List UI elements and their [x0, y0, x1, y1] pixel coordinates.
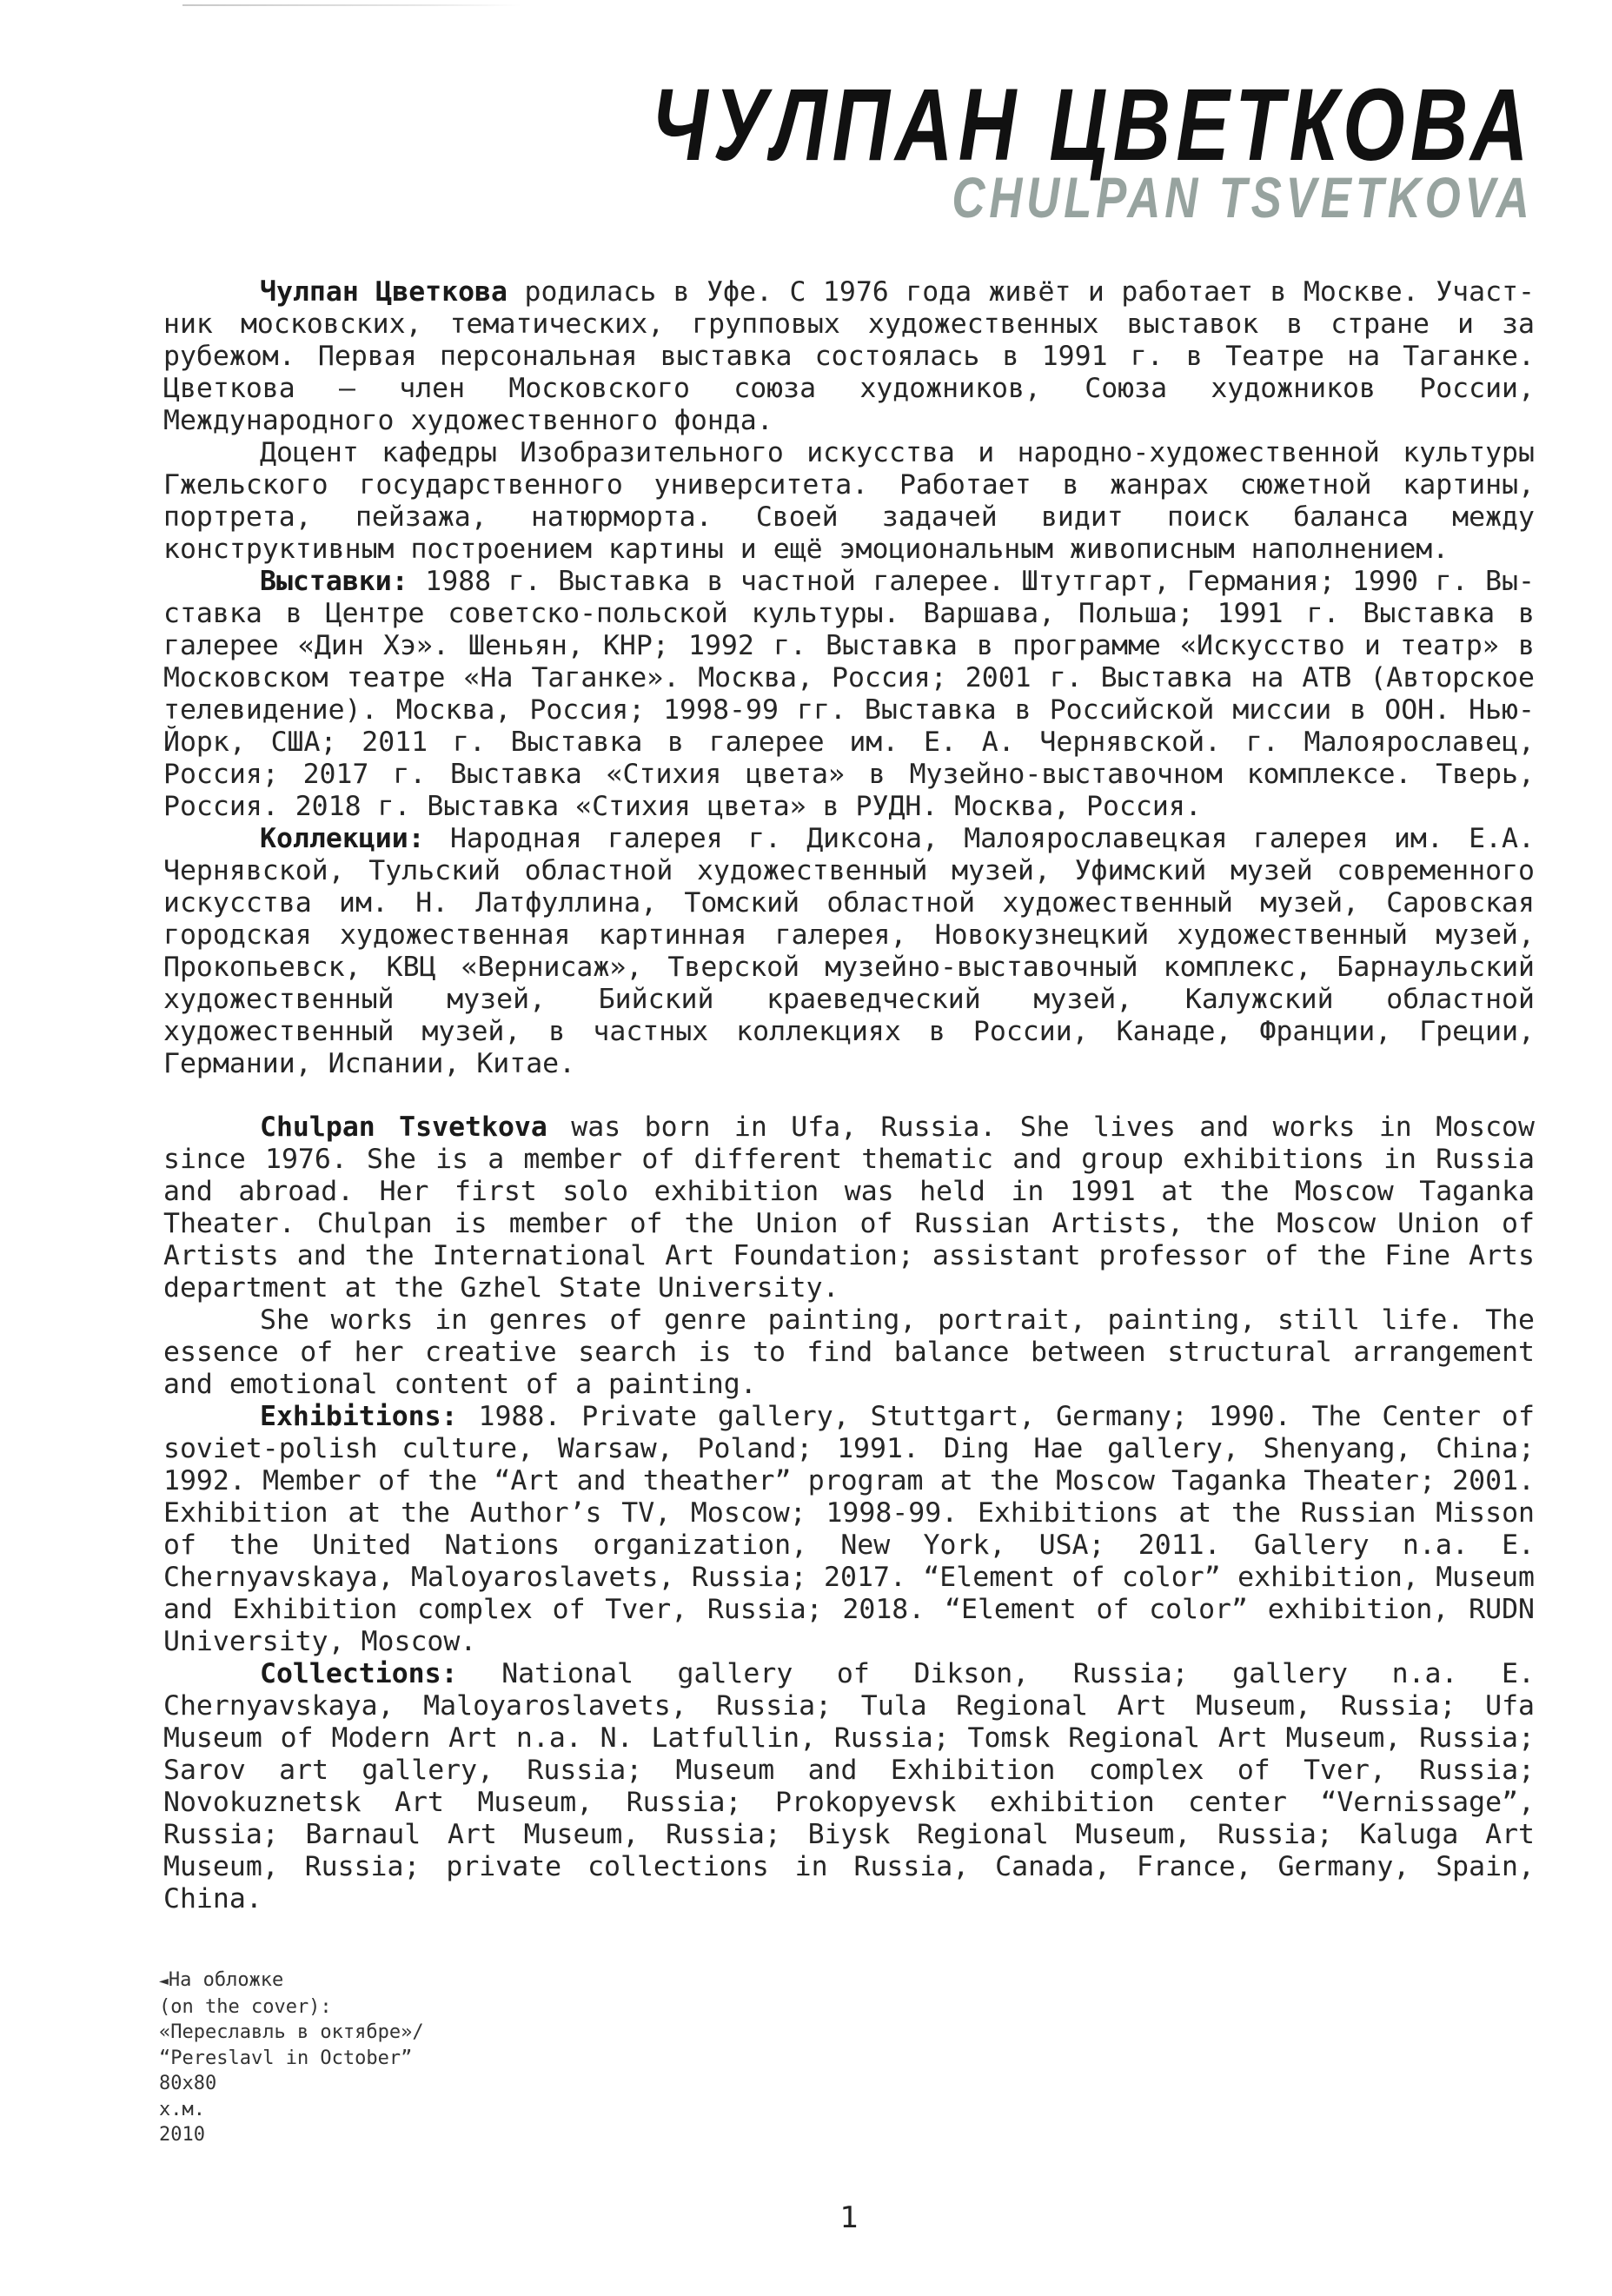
bio-en-about: She works in genres of genre painting, portrait, painting, still life. The essence of her creative search is to find balance between structural arrangement and emotional content of a painting. — [163, 1304, 1535, 1400]
cover-caption-title-ru: «Переславль в октябре»/ — [159, 2021, 424, 2043]
spacer — [163, 2148, 1536, 2183]
bio-en-intro-text: was born in Ufa, Russia. She lives and works in Moscow since 1976. She is a member of different thematic and group exhibitions in Russia and abroad. Her first solo exhibition was held in 1991 at the Moscow Taganka Theater. Chulpan is member of the Union of Russian Artists, the Moscow Union of Artists and the International Art Foundation; assistant professor of the Fine Arts department at the Gzhel State University. — [163, 1112, 1535, 1304]
cover-caption-title-en: “Pereslavl in October” — [159, 2047, 413, 2069]
bio-ru-collections — [163, 823, 1535, 1080]
bio-ru-exhibitions-label: Выставки: — [260, 566, 408, 597]
artist-name-ru: ЧУЛПАН ЦВЕТКОВА — [651, 68, 1534, 182]
bio-ru-collections-label: Коллекции: — [260, 823, 425, 854]
bio-en-exhibitions — [163, 1401, 1535, 1658]
cover-caption-label-ru-line — [159, 1968, 1536, 1994]
cover-caption-medium: х.м. — [159, 2098, 205, 2120]
biography-ru — [163, 276, 1535, 1080]
bio-ru-collections-text: Народная галерея г. Диксона, Малоярославецкая галерея им. Е.А. Чернявской, Тульский областной художественный музей, Уфимский музей современного искусства им. Н. Латфуллина, Томский областной художественный музей, Саровская городская художественная картинная галерея, Новокузнецкий художественный музей, Прокопьевск, КВЦ «Вернисаж», Тверской музейно-выставочный комплекс, Барнаульский художественный музей, Бийский краеведческий музей, Калужский областной художественный музей, в частных коллекциях в России, Канаде, Франции, Греции, Германии, Испании, Китае. — [163, 823, 1535, 1079]
cover-caption-size: 80x80 — [159, 2073, 217, 2094]
artist-name-en: CHULPAN TSVETKOVA — [952, 165, 1534, 229]
bio-ru-exhibitions-text: 1988 г. Выставка в частной галерее. Штутгарт, Германия; 1990 г. Выставка в Центре советско-польской культуры. Варшава, Польша; 1991 г. Выставка в галерее «Дин Хэ». Шеньян, КНР; 1992 г. Выставка в программе «Искусство и театр» в Московском театре «На Таганке». Москва, Россия; 2001 г. Выставка на АТВ (Авторское телевидение). Москва, Россия; 1998-99 гг. Выставка в Российской миссии в ООН. Нью-Йорк, США; 2011 г. Выставка в галерее им. Е. А. Чернявской. г. Малоярославец, Россия; 2017 г. Выставка «Стихия цвета» в Музейно-выставочном комплексе. Тверь, Россия. 2018 г. Выставка «Стихия цвета» в РУДН. Москва, Россия. — [163, 566, 1535, 822]
biography-en — [163, 1112, 1535, 1915]
cover-caption-year: 2010 — [159, 2124, 205, 2146]
bio-ru-about: Доцент кафедры Изобразительного искусства и народно-художественной культуры Гжельского государственного университета. Работает в жанрах сюжетной картины, портрета, пейзажа, натюрморта. Своей задачей видит поиск баланса между конструктивным построением картины и ещё эмоциональным живописным наполнением. — [163, 437, 1535, 565]
bio-ru-name: Чулпан Цветкова — [260, 276, 507, 308]
bio-en-collections-label: Collections: — [260, 1658, 458, 1689]
bio-ru-intro-text: родилась в Уфе. С 1976 года живёт и работает в Москве. Участник московских, тематических, групповых художественных выставок в стране и за рубежом. Первая персональная выставка состоялась в 1991 г. в Театре на Таганке. Цветкова – член Московского союза художников, Союза художников России, Международного художественного фонда. — [163, 276, 1535, 436]
left-arrow-icon: ◄ — [159, 1972, 169, 1990]
cover-caption-label-ru: На обложке — [168, 1969, 284, 1991]
cover-caption — [159, 1968, 1536, 2148]
masthead — [163, 68, 1534, 229]
bio-en-exhibitions-label: Exhibitions: — [260, 1401, 458, 1432]
bio-en-name: Chulpan Tsvetkova — [260, 1112, 547, 1143]
bio-en-intro — [163, 1112, 1535, 1304]
bio-en-collections-text: National gallery of Dikson, Russia; gallery n.a. E. Chernyavskaya, Maloyaroslavets, Russia; Tula Regional Art Museum, Russia; Ufa Museum of Modern Art n.a. N. Latfullin, Russia; Tomsk Regional Art Museum, Russia; Sarov art gallery, Russia; Museum and Exhibition complex of Tver, Russia; Novokuznetsk Art Museum, Russia; Prokopyevsk exhibition center “Vernissage”, Russia; Barnaul Art Museum, Russia; Biysk Regional Museum, Russia; Kaluga Art Museum, Russia; private collections in Russia, Canada, France, Germany, Spain, China. — [163, 1658, 1535, 1914]
cover-caption-label-en: (on the cover): — [159, 1995, 332, 2018]
bio-ru-exhibitions — [163, 566, 1535, 823]
bio-en-collections — [163, 1658, 1535, 1915]
bio-ru-intro — [163, 276, 1535, 437]
page-number: 1 — [839, 2200, 859, 2235]
bio-en-exhibitions-text: 1988. Private gallery, Stuttgart, Germany; 1990. The Center of soviet-polish culture, Warsaw, Poland; 1991. Ding Hae gallery, Shenyang, China; 1992. Member of the “Art and theather” program at the Moscow Taganka Theater; 2001. Exhibition at the Author’s TV, Moscow; 1998-99. Exhibitions at the Russian Misson of the United Nations organization, New York, USA; 2011. Gallery n.a. E. Chernyavskaya, Maloyaroslavets, Russia; 2017. “Element of color” exhibition, Museum and Exhibition complex of Tver, Russia; 2018. “Element of color” exhibition, RUDN University, Moscow. — [163, 1401, 1535, 1657]
